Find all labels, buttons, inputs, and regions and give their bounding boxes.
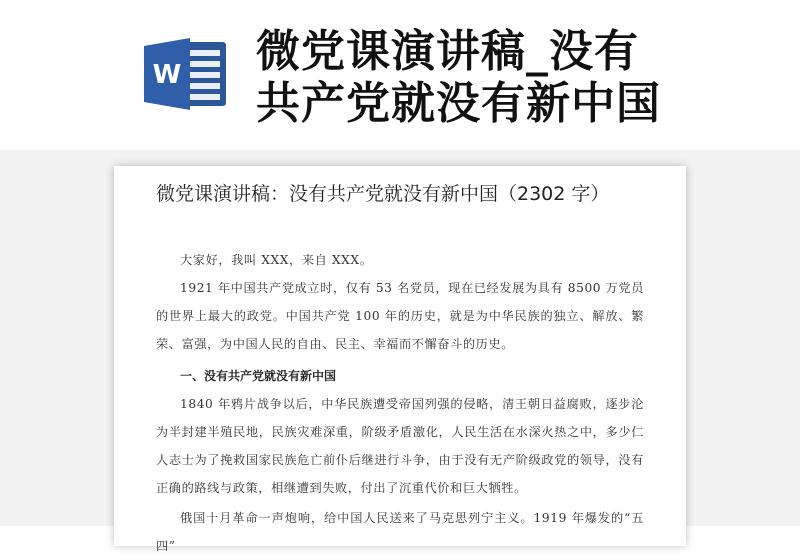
banner-title-line1: 微党课演讲稿_没有 [256, 26, 639, 77]
paragraph: 1840 年鸦片战争以后，中华民族遭受帝国列强的侵略，清王朝日益腐败，逐步沦为半封建半殖民地，民族灾难深重，阶级矛盾激化，人民生活在水深火热之中，多少仁人志士为了挽救国家民族危亡前仆后继进行斗争，由于没有无产阶级政党的领导，没有正确的路线与政策，相继遭到失败，付出了沉重代价和巨大牺牲。 [156, 397, 644, 495]
banner [0, 0, 800, 150]
document-title: 微党课演讲稿：没有共产党就没有新中国（2302 字） [156, 183, 610, 205]
paragraph: 1921 年中国共产党成立时，仅有 53 名党员，现在已经发展为具有 8500 万党员的世界上最大的政党。中国共产党 100 年的历史，就是为中华民族的独立、解放、繁荣、富强，为中国人民的自由、民主、幸福而不懈奋斗的历史。 [156, 281, 644, 351]
banner-title [256, 26, 776, 130]
section-heading: 一、没有共产党就没有新中国 [180, 369, 337, 383]
word-app-icon [142, 36, 230, 112]
document-page [114, 166, 686, 553]
paragraph: 俄国十月革命一声炮响，给中国人民送来了马克思列宁主义。1919 年爆发的“五四” [156, 511, 644, 553]
banner-title-line2: 共产党就没有新中国 [256, 78, 661, 129]
paragraph: 大家好，我叫 XXX，来自 XXX。 [180, 253, 373, 267]
word-icon-letter: W [152, 60, 182, 90]
